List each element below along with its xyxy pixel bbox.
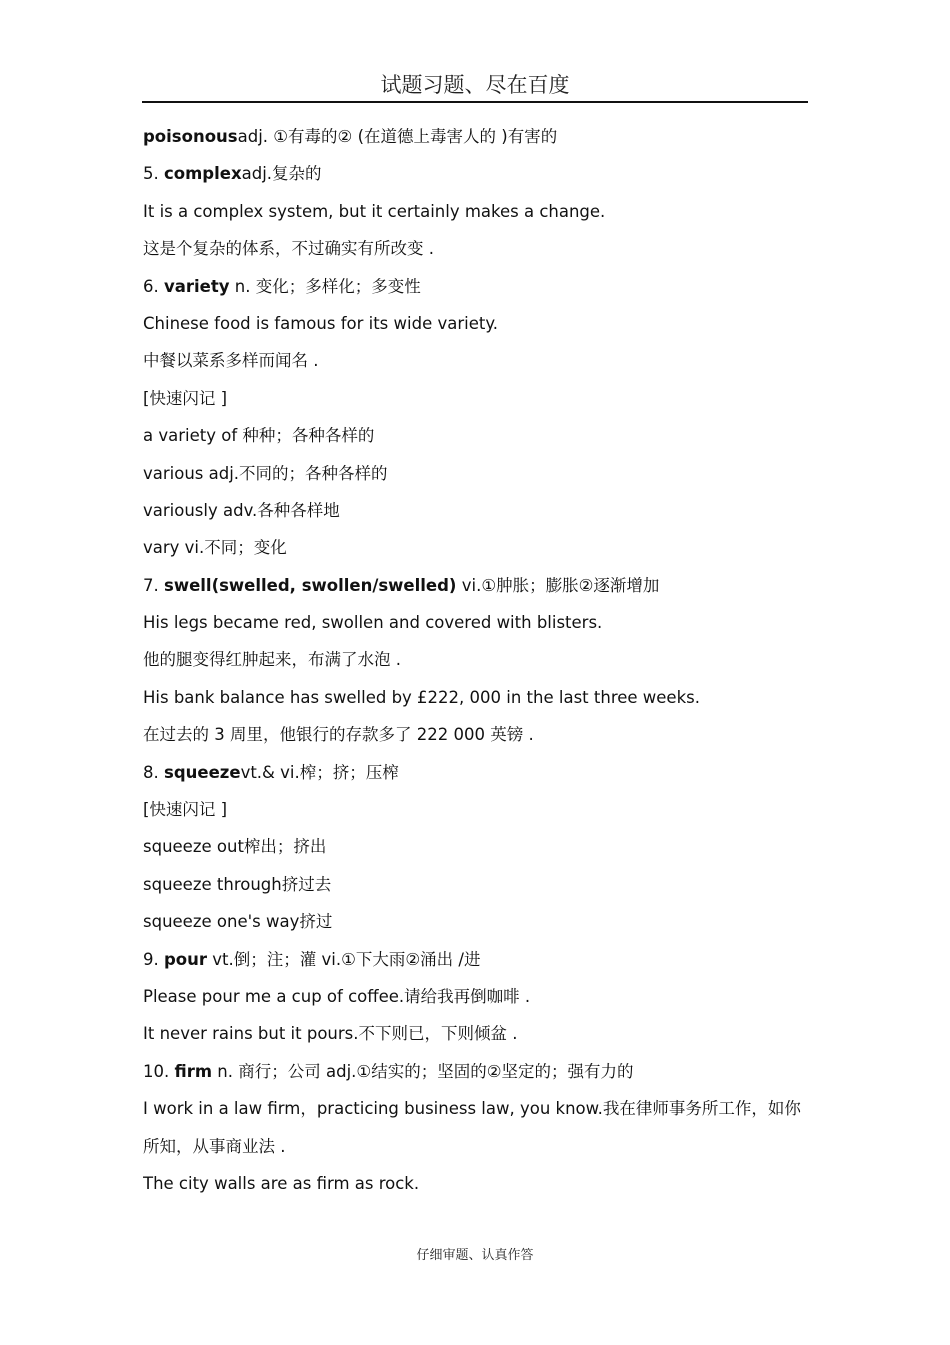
header-divider [142,101,808,103]
example-line: Chinese food is famous for its wide variety. [143,313,498,333]
memo-item: squeeze through挤过去 [143,874,332,894]
translation-line: 中餐以菜系多样而闻名 . [143,351,319,371]
entry-definition: adj.复杂的 [241,164,322,184]
example-line: It is a complex system, but it certainly makes a change. [143,201,606,221]
memo-heading: [快速闪记 ] [143,388,228,408]
memo-item: various adj.不同的；各种各样的 [143,463,388,483]
entry-line [143,941,808,978]
page-footer: 仔细审题、认真作答 [416,1248,534,1263]
memo-item: squeeze one's way挤过 [143,912,333,932]
memo-item: variously adv.各种各样地 [143,500,340,520]
memo-heading: [快速闪记 ] [143,800,228,820]
example-line: His bank balance has swelled by £222, 000 in the last three weeks. [143,687,700,707]
entry-number: 8. [143,762,164,782]
entry-line [143,268,808,305]
document-body [143,118,808,1202]
entry-definition: adj. ①有毒的② (在道德上毒害人的 )有害的 [237,127,558,146]
entry-definition: vt.& vi.榨；挤；压榨 [240,762,399,782]
entry-definition: vt.倒；注；灌 vi.①下大雨②涌出 /进 [207,949,481,969]
entry-number: 6. [143,276,164,296]
entry-word: variety [164,276,230,296]
memo-item: vary vi.不同；变化 [143,538,287,558]
memo-item: a variety of 种种；各种各样的 [143,426,375,446]
translation-line: 这是个复杂的体系，不过确实有所改变 . [143,239,434,259]
entry-line [143,567,808,604]
entry-word: poisonous [143,127,238,146]
entry-word: complex [164,164,242,184]
entry-definition: n. 变化；多样化；多变性 [229,276,421,296]
entry-word: pour [164,949,208,969]
translation-line: 在过去的 3 周里，他银行的存款多了 222 000 英镑 . [143,725,534,745]
entry-word: firm [174,1061,213,1081]
entry-definition: n. 商行；公司 adj.①结实的；坚固的②坚定的；强有力的 [212,1061,634,1081]
entry-number: 7. [143,575,164,595]
page-header-title: 试题习题、尽在百度 [380,73,570,97]
example-line: His legs became red, swollen and covered with blisters. [143,613,603,633]
translation-line: 他的腿变得红肿起来，布满了水泡 . [143,650,401,670]
entry-line [143,118,808,155]
entry-line [143,155,808,192]
entry-definition: vi.①肿胀；膨胀②逐渐增加 [456,575,660,595]
entry-word: swell(swelled, swollen/swelled) [164,575,457,595]
entry-number: 10. [143,1061,175,1081]
example-line: I work in a law firm，practicing business law, you know.我在律师事务所工作，如你所知，从事商业法 . [143,1099,801,1156]
memo-item: squeeze out榨出；挤出 [143,837,327,857]
entry-number: 9. [143,949,164,969]
entry-word: squeeze [164,762,241,782]
example-line: The city walls are as firm as rock. [143,1173,420,1193]
entry-line [143,1053,808,1090]
example-line: It never rains but it pours.不下则已，下则倾盆 . [143,1024,518,1044]
example-line: Please pour me a cup of coffee.请给我再倒咖啡 . [143,986,531,1006]
entry-number: 5. [143,164,164,184]
entry-line [143,754,808,791]
